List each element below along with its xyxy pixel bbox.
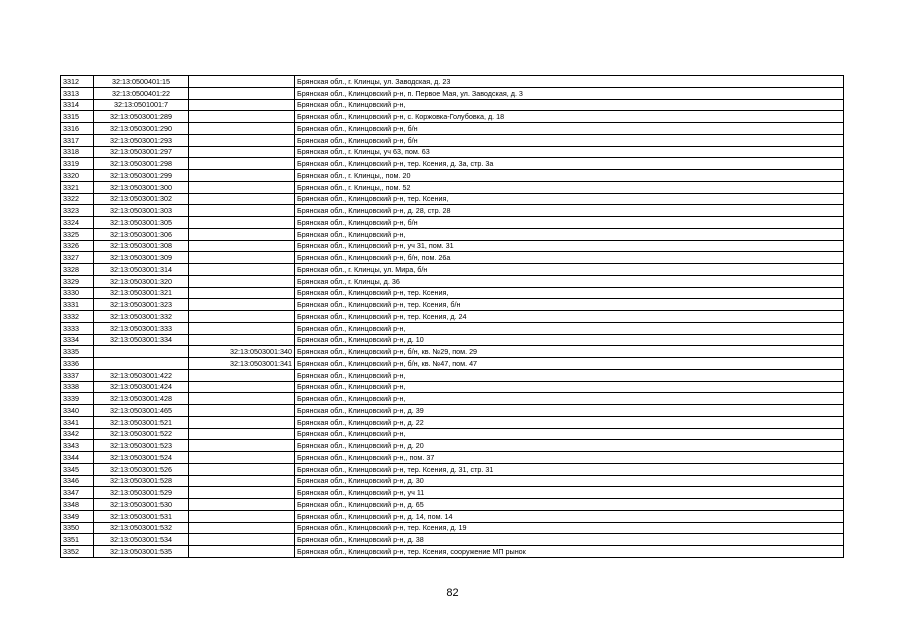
cadastral-number-cell: 32:13:0503001:290 [94, 123, 189, 135]
cadastral-number-alt-cell [189, 287, 295, 299]
cadastral-number-cell: 32:13:0503001:535 [94, 546, 189, 558]
cadastral-number-alt-cell [189, 205, 295, 217]
row-number-cell: 3342 [61, 428, 94, 440]
cadastral-number-alt-cell [189, 475, 295, 487]
cadastral-number-cell: 32:13:0503001:522 [94, 428, 189, 440]
address-cell: Брянская обл., Клинцовский р-н, д. 28, стр. 28 [295, 205, 844, 217]
address-cell: Брянская обл., Клинцовский р-н, [295, 428, 844, 440]
table-row [61, 205, 844, 217]
page-number: 82 [446, 587, 459, 599]
address-cell: Брянская обл., Клинцовский р-н, [295, 369, 844, 381]
table-row [61, 287, 844, 299]
address-cell: Брянская обл., Клинцовский р-н,, пом. 37 [295, 452, 844, 464]
table-row [61, 275, 844, 287]
table-row [61, 99, 844, 111]
address-cell: Брянская обл., г. Клинцы, ул. Заводская, д. 23 [295, 76, 844, 88]
table-row [61, 369, 844, 381]
address-cell: Брянская обл., Клинцовский р-н, б/н [295, 134, 844, 146]
cadastral-number-alt-cell [189, 76, 295, 88]
cadastral-number-alt-cell [189, 170, 295, 182]
table-row [61, 170, 844, 182]
table-row [61, 475, 844, 487]
row-number-cell: 3329 [61, 275, 94, 287]
cadastral-number-cell: 32:13:0503001:298 [94, 158, 189, 170]
row-number-cell: 3341 [61, 416, 94, 428]
cadastral-number-alt-cell [189, 99, 295, 111]
address-cell: Брянская обл., Клинцовский р-н, д. 38 [295, 534, 844, 546]
row-number-cell: 3344 [61, 452, 94, 464]
row-number-cell: 3332 [61, 311, 94, 323]
address-cell: Брянская обл., Клинцовский р-н, тер. Ксения, д. 3а, стр. 3а [295, 158, 844, 170]
address-cell: Брянская обл., Клинцовский р-н, тер. Ксения, д. 24 [295, 311, 844, 323]
row-number-cell: 3316 [61, 123, 94, 135]
table-row [61, 134, 844, 146]
row-number-cell: 3348 [61, 499, 94, 511]
cadastral-number-alt-cell [189, 181, 295, 193]
cadastral-number-alt-cell [189, 428, 295, 440]
address-cell: Брянская обл., Клинцовский р-н, тер. Ксения, сооружение МП рынок [295, 546, 844, 558]
cadastral-number-alt-cell [189, 534, 295, 546]
row-number-cell: 3338 [61, 381, 94, 393]
address-cell: Брянская обл., Клинцовский р-н, [295, 393, 844, 405]
cadastral-number-alt-cell [189, 134, 295, 146]
address-cell: Брянская обл., Клинцовский р-н, [295, 322, 844, 334]
address-cell: Брянская обл., Клинцовский р-н, б/н, кв. №47, пом. 47 [295, 358, 844, 370]
cadastral-number-cell: 32:13:0503001:422 [94, 369, 189, 381]
row-number-cell: 3328 [61, 264, 94, 276]
table-row [61, 510, 844, 522]
cadastral-number-cell: 32:13:0503001:321 [94, 287, 189, 299]
address-cell: Брянская обл., Клинцовский р-н, п. Первое Мая, ул. Заводская, д. 3 [295, 87, 844, 99]
cadastral-number-cell: 32:13:0503001:306 [94, 228, 189, 240]
cadastral-number-cell: 32:13:0503001:303 [94, 205, 189, 217]
row-number-cell: 3351 [61, 534, 94, 546]
address-cell: Брянская обл., Клинцовский р-н, уч 11 [295, 487, 844, 499]
cadastral-number-alt-cell: 32:13:0503001:340 [189, 346, 295, 358]
table-row [61, 264, 844, 276]
address-cell: Брянская обл., Клинцовский р-н, [295, 99, 844, 111]
address-cell: Брянская обл., Клинцовский р-н, [295, 381, 844, 393]
table-row [61, 499, 844, 511]
row-number-cell: 3337 [61, 369, 94, 381]
address-cell: Брянская обл., Клинцовский р-н, тер. Ксения, [295, 193, 844, 205]
row-number-cell: 3312 [61, 76, 94, 88]
row-number-cell: 3325 [61, 228, 94, 240]
row-number-cell: 3331 [61, 299, 94, 311]
table-row [61, 193, 844, 205]
row-number-cell: 3327 [61, 252, 94, 264]
cadastral-number-alt-cell [189, 381, 295, 393]
cadastral-number-cell: 32:13:0503001:297 [94, 146, 189, 158]
address-cell: Брянская обл., Клинцовский р-н, тер. Ксения, д. 19 [295, 522, 844, 534]
table-row [61, 358, 844, 370]
cadastral-number-cell: 32:13:0503001:309 [94, 252, 189, 264]
table-row [61, 463, 844, 475]
cadastral-number-alt-cell [189, 146, 295, 158]
row-number-cell: 3321 [61, 181, 94, 193]
cadastral-number-alt-cell [189, 193, 295, 205]
table-row [61, 87, 844, 99]
table-row [61, 522, 844, 534]
row-number-cell: 3323 [61, 205, 94, 217]
cadastral-number-cell: 32:13:0503001:530 [94, 499, 189, 511]
row-number-cell: 3335 [61, 346, 94, 358]
row-number-cell: 3339 [61, 393, 94, 405]
cadastral-number-cell: 32:13:0501001:7 [94, 99, 189, 111]
table-row [61, 240, 844, 252]
cadastral-number-alt-cell: 32:13:0503001:341 [189, 358, 295, 370]
cadastral-number-alt-cell [189, 452, 295, 464]
address-cell: Брянская обл., Клинцовский р-н, б/н [295, 217, 844, 229]
address-cell: Брянская обл., Клинцовский р-н, б/н, пом. 26а [295, 252, 844, 264]
cadastral-number-cell: 32:13:0503001:300 [94, 181, 189, 193]
table-row [61, 393, 844, 405]
row-number-cell: 3314 [61, 99, 94, 111]
table-row [61, 217, 844, 229]
cadastral-number-alt-cell [189, 123, 295, 135]
address-cell: Брянская обл., Клинцовский р-н, д. 39 [295, 405, 844, 417]
cadastral-number-cell: 32:13:0503001:323 [94, 299, 189, 311]
cadastral-number-cell: 32:13:0503001:302 [94, 193, 189, 205]
cadastral-number-alt-cell [189, 499, 295, 511]
address-cell: Брянская обл., Клинцовский р-н, д. 65 [295, 499, 844, 511]
row-number-cell: 3345 [61, 463, 94, 475]
table-row [61, 228, 844, 240]
row-number-cell: 3350 [61, 522, 94, 534]
row-number-cell: 3319 [61, 158, 94, 170]
table-row [61, 381, 844, 393]
cadastral-number-cell: 32:13:0503001:332 [94, 311, 189, 323]
cadastral-number-cell: 32:13:0503001:305 [94, 217, 189, 229]
row-number-cell: 3349 [61, 510, 94, 522]
row-number-cell: 3313 [61, 87, 94, 99]
cadastral-number-alt-cell [189, 546, 295, 558]
address-cell: Брянская обл., г. Клинцы, уч 63, пом. 63 [295, 146, 844, 158]
cadastral-number-cell: 32:13:0503001:308 [94, 240, 189, 252]
cadastral-number-cell: 32:13:0503001:314 [94, 264, 189, 276]
address-cell: Брянская обл., Клинцовский р-н, уч 31, пом. 31 [295, 240, 844, 252]
cadastral-number-alt-cell [189, 393, 295, 405]
row-number-cell: 3336 [61, 358, 94, 370]
table-row [61, 111, 844, 123]
address-cell: Брянская обл., г. Клинцы, ул. Мира, б/н [295, 264, 844, 276]
table-row [61, 322, 844, 334]
cadastral-number-cell: 32:13:0503001:523 [94, 440, 189, 452]
row-number-cell: 3340 [61, 405, 94, 417]
address-cell: Брянская обл., Клинцовский р-н, тер. Ксения, б/н [295, 299, 844, 311]
cadastral-number-alt-cell [189, 264, 295, 276]
cadastral-number-cell: 32:13:0503001:534 [94, 534, 189, 546]
row-number-cell: 3333 [61, 322, 94, 334]
address-cell: Брянская обл., г. Клинцы,, пом. 52 [295, 181, 844, 193]
row-number-cell: 3315 [61, 111, 94, 123]
address-cell: Брянская обл., Клинцовский р-н, д. 30 [295, 475, 844, 487]
cadastral-number-cell: 32:13:0503001:299 [94, 170, 189, 182]
table-row [61, 452, 844, 464]
cadastral-number-alt-cell [189, 240, 295, 252]
table-row [61, 299, 844, 311]
cadastral-number-cell: 32:13:0503001:320 [94, 275, 189, 287]
table-row [61, 428, 844, 440]
cadastral-number-alt-cell [189, 299, 295, 311]
row-number-cell: 3317 [61, 134, 94, 146]
address-cell: Брянская обл., г. Клинцы,, пом. 20 [295, 170, 844, 182]
address-cell: Брянская обл., Клинцовский р-н, д. 22 [295, 416, 844, 428]
cadastral-number-cell: 32:13:0503001:531 [94, 510, 189, 522]
cadastral-number-alt-cell [189, 405, 295, 417]
address-cell: Брянская обл., Клинцовский р-н, б/н, кв. №29, пом. 29 [295, 346, 844, 358]
row-number-cell: 3324 [61, 217, 94, 229]
table-row [61, 416, 844, 428]
cadastral-number-cell: 32:13:0503001:334 [94, 334, 189, 346]
address-cell: Брянская обл., Клинцовский р-н, с. Коржовка-Голубовка, д. 18 [295, 111, 844, 123]
row-number-cell: 3318 [61, 146, 94, 158]
table-row [61, 405, 844, 417]
table-row [61, 252, 844, 264]
cadastral-number-alt-cell [189, 228, 295, 240]
cadastral-number-alt-cell [189, 440, 295, 452]
address-cell: Брянская обл., Клинцовский р-н, тер. Ксения, [295, 287, 844, 299]
table-row [61, 311, 844, 323]
cadastral-number-alt-cell [189, 463, 295, 475]
row-number-cell: 3326 [61, 240, 94, 252]
cadastral-number-alt-cell [189, 322, 295, 334]
table-row [61, 76, 844, 88]
table-row [61, 546, 844, 558]
table-row [61, 440, 844, 452]
cadastral-number-cell: 32:13:0503001:424 [94, 381, 189, 393]
address-cell: Брянская обл., Клинцовский р-н, тер. Ксения, д. 31, стр. 31 [295, 463, 844, 475]
row-number-cell: 3330 [61, 287, 94, 299]
cadastral-number-alt-cell [189, 217, 295, 229]
cadastral-number-alt-cell [189, 87, 295, 99]
address-cell: Брянская обл., Клинцовский р-н, б/н [295, 123, 844, 135]
row-number-cell: 3347 [61, 487, 94, 499]
cadastral-number-cell: 32:13:0503001:521 [94, 416, 189, 428]
address-cell: Брянская обл., Клинцовский р-н, [295, 228, 844, 240]
table-row [61, 534, 844, 546]
cadastral-number-alt-cell [189, 487, 295, 499]
cadastral-number-alt-cell [189, 252, 295, 264]
cadastral-number-alt-cell [189, 510, 295, 522]
address-cell: Брянская обл., Клинцовский р-н, д. 20 [295, 440, 844, 452]
row-number-cell: 3320 [61, 170, 94, 182]
registry-table [60, 75, 844, 558]
cadastral-number-cell: 32:13:0503001:529 [94, 487, 189, 499]
address-cell: Брянская обл., Клинцовский р-н, д. 14, пом. 14 [295, 510, 844, 522]
cadastral-number-alt-cell [189, 334, 295, 346]
cadastral-number-cell: 32:13:0500401:15 [94, 76, 189, 88]
address-cell: Брянская обл., г. Клинцы, д. 36 [295, 275, 844, 287]
cadastral-number-alt-cell [189, 522, 295, 534]
cadastral-number-cell: 32:13:0503001:532 [94, 522, 189, 534]
cadastral-number-cell [94, 346, 189, 358]
cadastral-number-cell: 32:13:0503001:526 [94, 463, 189, 475]
cadastral-number-alt-cell [189, 416, 295, 428]
table-row [61, 123, 844, 135]
row-number-cell: 3334 [61, 334, 94, 346]
cadastral-number-cell: 32:13:0500401:22 [94, 87, 189, 99]
row-number-cell: 3346 [61, 475, 94, 487]
registry-table-body [61, 76, 844, 558]
row-number-cell: 3343 [61, 440, 94, 452]
cadastral-number-alt-cell [189, 111, 295, 123]
cadastral-number-alt-cell [189, 158, 295, 170]
table-row [61, 158, 844, 170]
table-row [61, 346, 844, 358]
row-number-cell: 3352 [61, 546, 94, 558]
table-row [61, 146, 844, 158]
cadastral-number-cell: 32:13:0503001:528 [94, 475, 189, 487]
cadastral-number-alt-cell [189, 311, 295, 323]
cadastral-number-cell: 32:13:0503001:333 [94, 322, 189, 334]
table-row [61, 181, 844, 193]
cadastral-number-alt-cell [189, 275, 295, 287]
cadastral-number-cell: 32:13:0503001:289 [94, 111, 189, 123]
address-cell: Брянская обл., Клинцовский р-н, д. 10 [295, 334, 844, 346]
table-row [61, 487, 844, 499]
cadastral-number-alt-cell [189, 369, 295, 381]
cadastral-number-cell: 32:13:0503001:465 [94, 405, 189, 417]
row-number-cell: 3322 [61, 193, 94, 205]
cadastral-number-cell: 32:13:0503001:428 [94, 393, 189, 405]
cadastral-number-cell: 32:13:0503001:293 [94, 134, 189, 146]
cadastral-number-cell: 32:13:0503001:524 [94, 452, 189, 464]
table-row [61, 334, 844, 346]
cadastral-number-cell [94, 358, 189, 370]
